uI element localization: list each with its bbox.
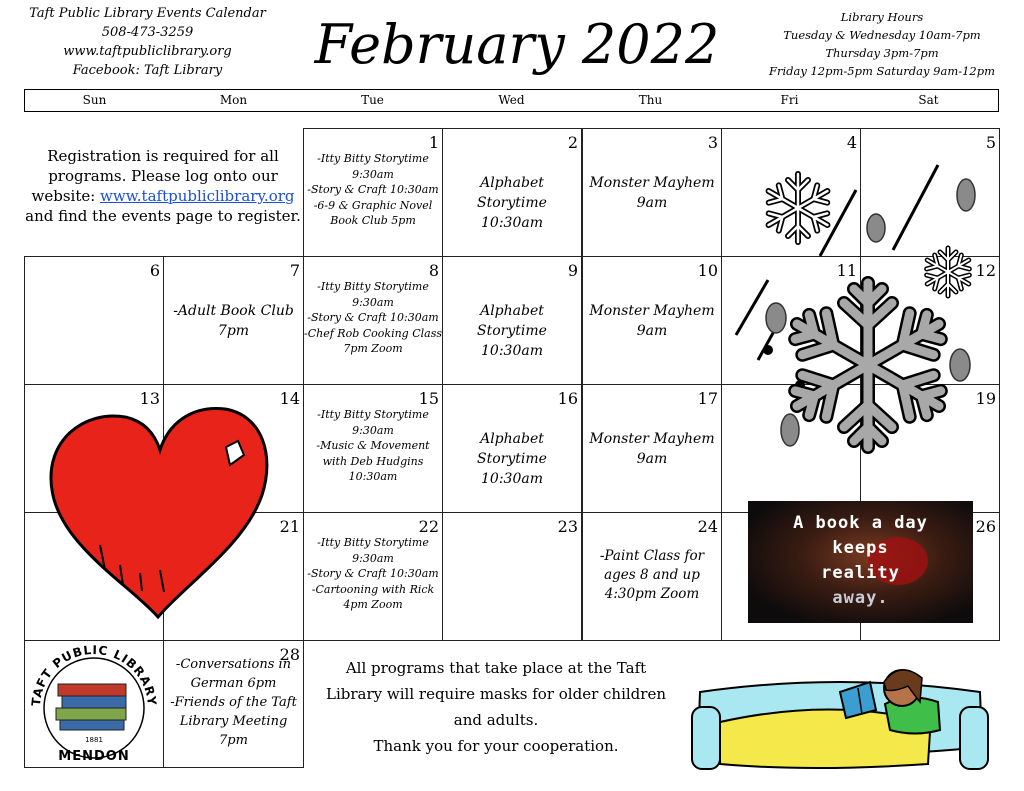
- day-number: 21: [279, 517, 300, 536]
- day-number: 5: [985, 133, 996, 152]
- event-list: -Itty Bitty Storytime 9:30am -Story & Craft 10:30am -Cartooning with Rick 4pm Zoom: [307, 536, 439, 612]
- day-cell-3: [582, 128, 722, 257]
- event-list: -Itty Bitty Storytime 9:30am -Story & Craft 10:30am -Chef Rob Cooking Class 7pm Zoom: [304, 280, 442, 356]
- logo-top-text: TAFT PUBLIC LIBRARY: [28, 642, 160, 707]
- day-number: 23: [557, 517, 578, 536]
- day-number: 24: [697, 517, 718, 536]
- day-number: 9: [567, 261, 578, 280]
- day-cell-22: [303, 512, 443, 641]
- facebook-text: Facebook: Taft Library: [72, 63, 223, 78]
- day-number: 2: [567, 133, 578, 152]
- day-cell-17: [582, 384, 722, 513]
- day-number: 28: [279, 645, 300, 664]
- event-list: Monster Mayhem 9am: [589, 175, 715, 211]
- reading-couch-icon: [690, 652, 990, 780]
- event-list: -Adult Book Club 7pm: [173, 303, 294, 339]
- calendar-title-line: Taft Public Library Events Calendar: [29, 6, 266, 21]
- event-list: -Itty Bitty Storytime 9:30am -Music & Movement with Deb Hudgins 10:30am: [316, 408, 430, 484]
- logo-year: 1881: [85, 736, 103, 744]
- day-cell-28: [163, 640, 304, 768]
- day-number: 13: [139, 389, 160, 408]
- event-list: -Conversations in German 6pm -Friends of the Taft Library Meeting 7pm: [170, 657, 297, 748]
- day-cell-24: [582, 512, 722, 641]
- day-number: 19: [975, 389, 996, 408]
- event-list: Monster Mayhem 9am: [589, 303, 715, 339]
- day-cell-7: [163, 256, 304, 385]
- day-cell-10: [582, 256, 722, 385]
- hours-line: Thursday 3pm-7pm: [825, 46, 939, 60]
- day-number: 1: [428, 133, 439, 152]
- day-number: 3: [707, 133, 718, 152]
- snowflakes-icon: [728, 140, 1003, 490]
- logo-bottom-text: MENDON: [58, 749, 130, 764]
- day-cell-8: [303, 256, 443, 385]
- weekday-tue: Tue: [361, 93, 384, 107]
- day-number: 16: [557, 389, 578, 408]
- weekday-sun: Sun: [82, 93, 107, 107]
- day-number: 4: [846, 133, 857, 152]
- event-list: -Itty Bitty Storytime 9:30am -Story & Craft 10:30am -6-9 & Graphic Novel Book Club 5pm: [307, 152, 439, 228]
- weekday-fri: Fri: [780, 93, 799, 107]
- day-number: 12: [975, 261, 996, 280]
- event-list: -Paint Class for ages 8 and up 4:30pm Zoom: [599, 548, 705, 602]
- day-cell-16: [442, 384, 582, 513]
- weekday-wed: Wed: [498, 93, 525, 107]
- day-number: 6: [149, 261, 160, 280]
- mask-policy-note: All programs that take place at the Taft Library will require masks for older children and adults. Thank you for your cooperation.: [326, 659, 666, 755]
- day-cell-23: [442, 512, 582, 641]
- day-number: 17: [697, 389, 718, 408]
- book-quote-image: A book a day keeps reality away.: [748, 501, 973, 623]
- day-number: 7: [289, 261, 300, 280]
- event-list: Monster Mayhem 9am: [589, 431, 715, 467]
- day-cell-6: [24, 256, 164, 385]
- day-number: 26: [975, 517, 996, 536]
- event-list: Alphabet Storytime 10:30am: [477, 303, 547, 359]
- weekday-header: [24, 89, 999, 112]
- hours-line: Tuesday & Wednesday 10am-7pm: [783, 28, 981, 42]
- heart-icon: [40, 395, 280, 625]
- library-header-info: [10, 4, 285, 80]
- hours-title: Library Hours: [840, 10, 924, 24]
- library-hours: [758, 8, 1006, 80]
- month-title: February 2022: [314, 13, 720, 76]
- event-list: Alphabet Storytime 10:30am: [477, 431, 547, 487]
- event-list: Alphabet Storytime 10:30am: [477, 175, 547, 231]
- day-number: 10: [697, 261, 718, 280]
- day-cell-1: [303, 128, 443, 257]
- website-link[interactable]: www.taftpubliclibrary.org: [100, 187, 295, 205]
- day-number: 11: [836, 261, 857, 280]
- website-text: www.taftpubliclibrary.org: [63, 44, 232, 59]
- day-cell-9: [442, 256, 582, 385]
- day-number: 22: [418, 517, 439, 536]
- day-number: 15: [418, 389, 439, 408]
- phone-number: 508-473-3259: [101, 25, 194, 40]
- hours-line: Friday 12pm-5pm Saturday 9am-12pm: [768, 64, 996, 78]
- day-number: 8: [428, 261, 439, 280]
- registration-note: Registration is required for all programs. Please log onto our website: www.taftpubliclibrary.org and find the events page to register.: [25, 147, 301, 225]
- library-logo: [26, 642, 162, 766]
- day-cell-15: [303, 384, 443, 513]
- day-number: 14: [279, 389, 300, 408]
- weekday-thu: Thu: [638, 93, 663, 107]
- weekday-mon: Mon: [219, 93, 248, 107]
- day-cell-2: [442, 128, 582, 257]
- weekday-sat: Sat: [918, 93, 939, 107]
